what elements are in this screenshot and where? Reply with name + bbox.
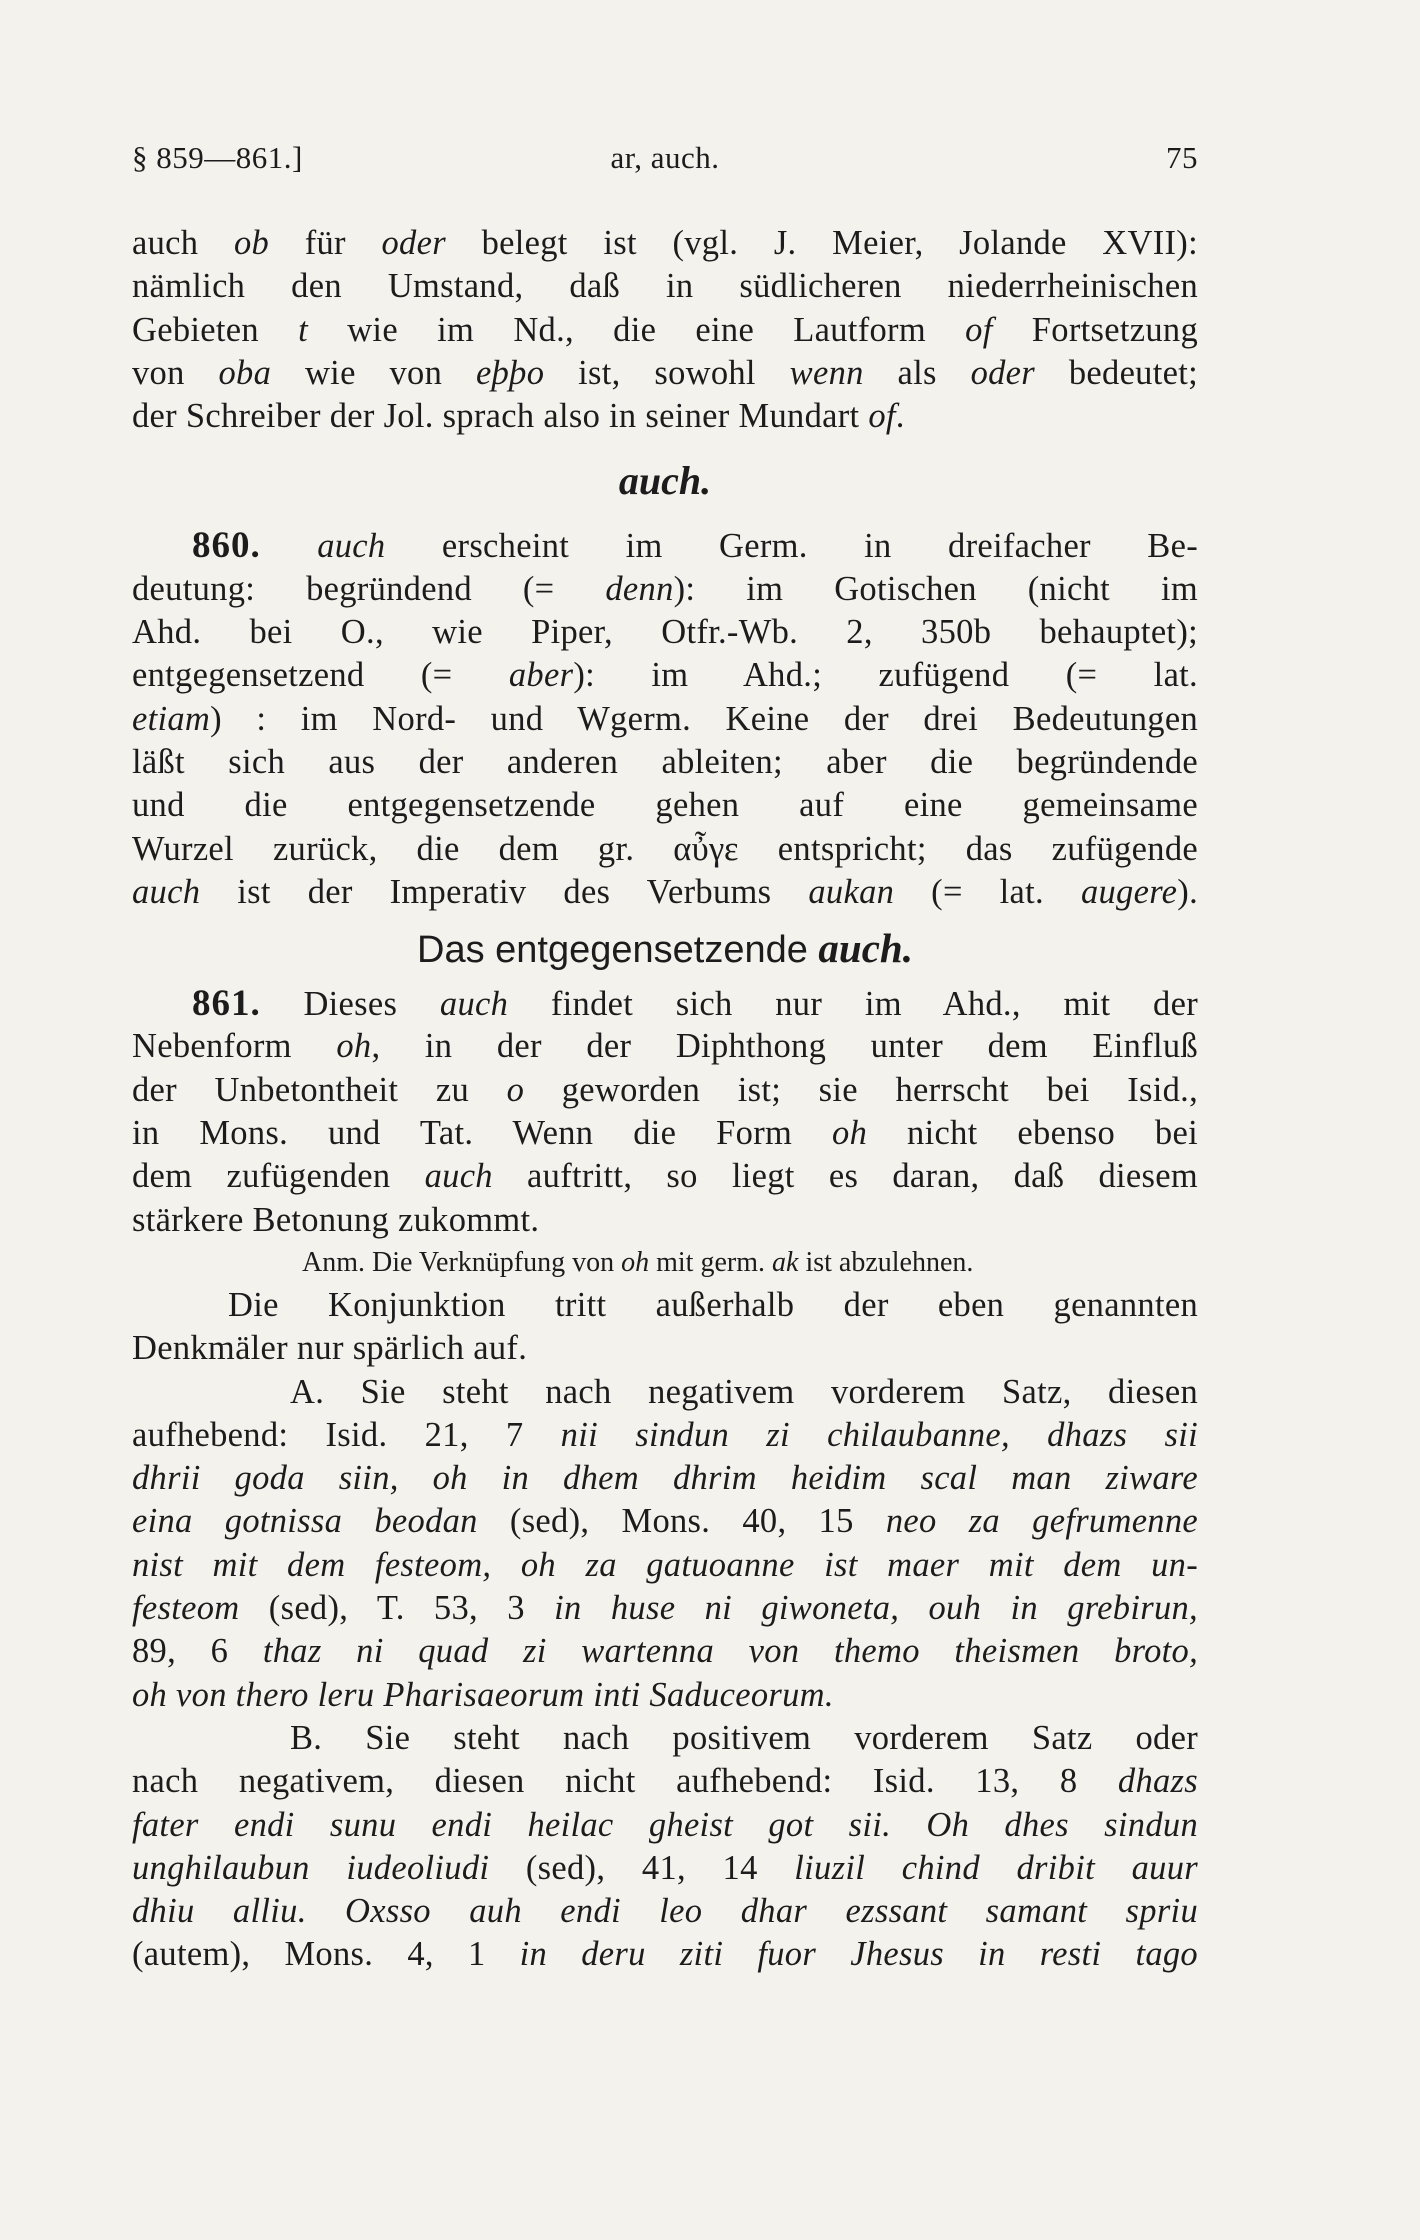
paragraph-b (132, 1717, 1198, 1977)
paragraph-a (132, 1371, 1198, 1717)
text-line: 861. Dieses auch findet sich nur im Ahd., mit der (192, 983, 1198, 1025)
section-range: § 859—861.] (132, 140, 303, 175)
text-line: in Mons. und Tat. Wenn die Form oh nicht ebenso bei (132, 1114, 1198, 1153)
text-line: läßt sich aus der anderen ableiten; aber die begründende (132, 742, 1198, 781)
subsection-heading: Das entgegensetzende auch. (417, 925, 913, 972)
text-line: fater endi sunu endi heilac gheist got sii. Oh dhes sindun (132, 1805, 1198, 1844)
page-number: 75 (1166, 140, 1198, 175)
text-line: unghilaubun iudeoliudi (sed), 41, 14 liuzil chind dribit auur (132, 1848, 1198, 1887)
text-line: nach negativem, diesen nicht aufhebend: Isid. 13, 8 dhazs (132, 1762, 1198, 1801)
text-line: Nebenform oh, in der der Diphthong unter dem Einfluß (132, 1027, 1198, 1066)
text-line: nämlich den Umstand, daß in südlicheren niederrheinischen (132, 267, 1198, 306)
text-line: dem zufügenden auch auftritt, so liegt es daran, daß diesem (132, 1157, 1199, 1196)
text-line: etiam) : im Nord- und Wgerm. Keine der drei Bedeutungen (132, 699, 1198, 738)
paragraph-konjunktion (132, 1284, 1198, 1371)
text-line: der Unbetontheit zu o geworden ist; sie herrscht bei Isid., (132, 1070, 1198, 1109)
text-line: nist mit dem festeom, oh za gatuoanne ist maer mit dem un- (132, 1545, 1198, 1584)
text-line: aufhebend: Isid. 21, 7 nii sindun zi chilaubanne, dhazs sii (132, 1415, 1198, 1454)
text-line: (autem), Mons. 4, 1 in deru ziti fuor Jhesus in resti tago (132, 1935, 1198, 1974)
text-line: auch ist der Imperativ des Verbums aukan (= lat. augere). (132, 872, 1198, 911)
section-number: 861. (192, 983, 261, 1025)
text-line: Gebieten t wie im Nd., die eine Lautform of Fortsetzung (132, 310, 1198, 349)
text-line: B. Sie steht nach positivem vorderem Satz oder (290, 1718, 1198, 1757)
text-line: 860. auch erscheint im Germ. in dreifacher Be- (192, 525, 1198, 567)
text-line: der Schreiber der Jol. sprach also in seiner Mundart of. (132, 397, 905, 436)
section-861 (132, 982, 1198, 1242)
section-number: 860. (192, 525, 261, 567)
text-line: Ahd. bei O., wie Piper, Otfr.-Wb. 2, 350b behauptet); (132, 613, 1198, 652)
text-line: deutung: begründend (= denn): im Gotischen (nicht im (132, 569, 1198, 608)
running-title: ar, auch. (610, 140, 720, 175)
text-line: stärkere Betonung zukommt. (132, 1200, 540, 1239)
text-line: 89, 6 thaz ni quad zi wartenna von themo theismen broto, (132, 1632, 1198, 1671)
text-line: Wurzel zurück, die dem gr. αὖγε entspricht; das zufügende (132, 829, 1198, 868)
text-line: dhiu alliu. Oxsso auh endi leo dhar ezssant samant spriu (132, 1892, 1198, 1931)
text-line: A. Sie steht nach negativem vorderem Satz, diesen (290, 1372, 1198, 1411)
section-860 (132, 524, 1198, 914)
text-line: eina gotnissa beodan (sed), Mons. 40, 15 neo za gefrumenne (132, 1502, 1199, 1541)
text-line: Die Konjunktion tritt außerhalb der eben genannten (228, 1285, 1198, 1324)
text-line: dhrii goda siin, oh in dhem dhrim heidim scal man ziware (132, 1459, 1198, 1498)
text-line: oh von thero leru Pharisaeorum inti Saduceorum. (132, 1675, 834, 1714)
running-header (132, 140, 1198, 184)
text-line: auch ob für oder belegt ist (vgl. J. Meier, Jolande XVII): (132, 224, 1198, 262)
text-line: von oba wie von eþþo ist, sowohl wenn als oder bedeutet; (132, 353, 1199, 392)
annotation-note: Anm. Die Verknüpfung von oh mit germ. ak ist abzulehnen. (302, 1246, 974, 1278)
text-line: Denkmäler nur spärlich auf. (132, 1329, 528, 1368)
text-line: festeom (sed), T. 53, 3 in huse ni giwoneta, ouh in grebirun, (132, 1589, 1198, 1628)
text-line: und die entgegensetzende gehen auf eine gemeinsame (132, 786, 1198, 825)
text-line: entgegensetzend (= aber): im Ahd.; zufügend (= lat. (132, 656, 1198, 695)
section-heading-auch: auch. (618, 458, 712, 504)
page-body (132, 222, 1198, 1977)
paragraph-859-end (132, 222, 1198, 438)
